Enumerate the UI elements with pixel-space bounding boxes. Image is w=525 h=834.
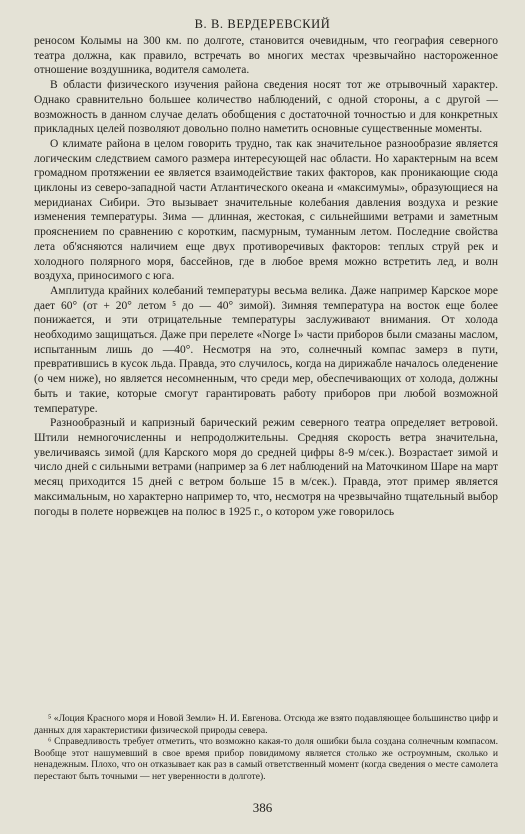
main-text <box>34 34 498 519</box>
paragraph-temperature: Амплитуда крайних колебаний температуры весьма велика. Даже например Карское море дает 60° (от + 20° летом ⁵ до — 40° зимой). Зимняя температура на восток еще более понижается, и эти отрицательные температуры заслуживают внимания. От холода необходимо защищаться. Даже при перелете «Norge I» части приборов были смазаны маслом, испытанным лишь до —40°. Несмотря на это, солнечный компас замерз в пути, превратившись в кусок льда. Правда, это случилось, когда на дирижабле началось оледенение (о чем ниже), но является несомненным, что среди мер, обеспечивающих от холода, должны быть и такие, которые смогут гарантировать работу приборов при любой возможной температуре. <box>34 284 498 415</box>
paragraph-wind: Разнообразный и капризный барический режим северного театра определяет ветровой. Штили немногочисленны и непродолжительны. Средняя скорость ветра значительна, увеличиваясь зимой (для Карского моря до средней цифры 8-9 м/сек.). Возрастает зимой и число дней с сильными ветрами (например за 6 лет наблюдений на Маточкином Шаре на март месяц приходится 15 дней с ветром больше 15 в м/сек.). Правда, этот пример является максимальным, но характерно например то, что, несмотря на чрезвычайно тщательный выбор погоды в полете норвежцев на полюс в 1925 г., о котором уже говорилось <box>34 417 498 518</box>
paragraph-continuation: реносом Колымы на 300 км. по долготе, становится очевидным, что география северного театра должна, как правило, встречать во многих местах чрезвычайно настороженное отношение воздушника, водителя самолета. <box>34 35 498 77</box>
page-number: 386 <box>252 800 273 815</box>
footnote-5: ⁵ «Лоция Красного моря и Новой Земли» Н. И. Евгенова. Отсюда же взято подавляющее большинство цифр и данных для характеристики физической природы севера. <box>34 713 498 736</box>
footnote-6: ⁶ Справедливость требует отметить, что возможно какая-то доля ошибки была создана солнечным компасом. Вообще этот нашумевший в свое время прибор повидимому является столько же остроумным, сколько и ненадежным. Плохо, что он отказывает как раз в самый ответственный момент (когда сведения о месте самолета перестают быть точными — нет уверенности в долготе). <box>34 736 498 782</box>
paragraph-climate: О климате района в целом говорить трудно, так как значительное разнообразие является логическим следствием самого размера интересующей нас области. Но характерным на всем громадном протяжении ее является взаимодействие таких факторов, как проникающие сюда циклоны из северо-западной части Атлантического океана и «максимумы», образующиеся на меридианах Сибири. Это вызывает значительные колебания давления воздуха и резкие изменения температуры. Зима — длинная, жестокая, с сильнейшими ветрами и заметным прояснением по сравнению с коротким, пасмурным, туманным летом. Последние свойства лета об'ясняются наличием еще двух противоречивых факторов: теплых струй рек и холодного полярного моря, бассейнов, где в любое время можно встретить лед, и волн воздуха, приносимого с юга. <box>34 137 498 283</box>
footnotes <box>34 713 498 783</box>
paragraph-physical-study: В области физического изучения района сведения носят тот же отрывочный характер. Однако сравнительно большее количество наблюдений, с одной стороны, а с другой — возможность в данном случае делать обобщения с достаточной точностью и для конкретных прикладных целей позволяют довольно полно наметить основные существенные моменты. <box>34 79 498 136</box>
running-header: В. В. ВЕРДЕРЕВСКИЙ <box>194 17 331 31</box>
